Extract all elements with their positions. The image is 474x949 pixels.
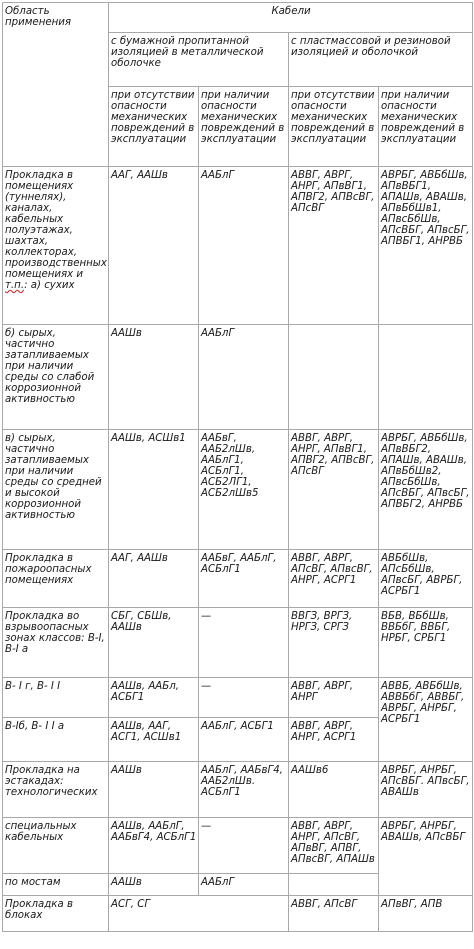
row-cell-plastic-no-damage bbox=[289, 762, 379, 818]
row-cell-paper-no-damage bbox=[109, 550, 199, 608]
row-cell-paper-with-damage bbox=[199, 167, 289, 325]
row-area-text: Прокладка в блоках bbox=[5, 899, 73, 922]
row-area-text: В-Iб, В- I I а bbox=[5, 721, 65, 732]
header-plastic-no-damage-label: при отсутствии опасности механических повреждений в эксплуатации bbox=[291, 90, 375, 146]
row-area-cell bbox=[3, 430, 109, 550]
row-cell-plastic-with-damage bbox=[379, 818, 473, 896]
cell-text: ААШв6 bbox=[291, 765, 329, 776]
cell-text: ВВГЗ, ВРГЗ, НРГЗ, СРГЗ bbox=[291, 611, 353, 634]
cell-text: ААБвГ, ААБ2лШв, ААБлГ1, АСБлГ1, АСБ2ЛГ1, АСБ2лШв5 bbox=[201, 433, 259, 500]
row-area-cell bbox=[3, 608, 109, 678]
row-cell-paper-with-damage bbox=[199, 818, 289, 874]
cell-text: — bbox=[201, 821, 212, 832]
row-cell-paper-no-damage bbox=[109, 818, 199, 874]
header-area-label: Область применения bbox=[5, 6, 72, 29]
cell-text: АВВГ, АВРГ, АНРГ bbox=[291, 681, 354, 704]
row-area-cell bbox=[3, 818, 109, 874]
row-cell-plastic-no-damage bbox=[289, 430, 379, 550]
cell-text: ААБлГ, АСБГ1 bbox=[201, 721, 274, 732]
header-row-1 bbox=[3, 3, 473, 33]
table-row bbox=[3, 818, 473, 874]
header-paper-with-damage-label: при наличии опасности механических повреждений в эксплуатации bbox=[201, 90, 285, 146]
row-cell-paper-no-damage bbox=[109, 325, 199, 430]
row-area-text: Прокладка на эстакадах: технологических bbox=[5, 765, 98, 799]
table-row bbox=[3, 325, 473, 430]
cell-text: АВВГ, АПсВГ bbox=[291, 899, 357, 910]
cell-text: ААШв, ААБлГ, ААБвГ4, АСБлГ1 bbox=[111, 821, 197, 844]
row-cell-paper-with-damage bbox=[199, 430, 289, 550]
cell-text: АВВГ, АВРГ, АНРГ, АПсВГ, АПвВГ, АПВГ, АПвсВГ, АПАШв bbox=[291, 821, 375, 866]
row-cell-plastic-no-damage bbox=[289, 678, 379, 718]
row-area-text: В- I г, В- I I bbox=[5, 681, 61, 692]
cell-text: АВБбШв, АПсБбШв, АПвсБГ, АВРБГ, АСРБГ1 bbox=[381, 553, 463, 598]
row-cell-plastic-with-damage bbox=[379, 325, 473, 430]
cell-text: ААБлГ bbox=[201, 877, 235, 888]
row-cell-plastic-with-damage bbox=[379, 608, 473, 678]
cell-text: ААШв, ААБл, АСБГ1 bbox=[111, 681, 179, 704]
row-cell-paper-with-damage bbox=[199, 550, 289, 608]
row-area-text: по мостам bbox=[5, 877, 61, 888]
header-paper-with-damage bbox=[199, 87, 289, 167]
header-group-plastic-label: с пластмассовой и резиновой изоляцией и оболочкой bbox=[291, 36, 451, 59]
row-cell-plastic-with-damage bbox=[379, 550, 473, 608]
cell-text: АВВГ, АВРГ, АПсВГ, АПвсВГ, АНРГ, АСРГ1 bbox=[291, 553, 373, 587]
row-cell-paper-no-damage bbox=[109, 762, 199, 818]
cell-text: ААГ, ААШв bbox=[111, 170, 168, 181]
row-cell-plastic-no-damage bbox=[289, 818, 379, 874]
row-area-text: Прокладка в пожароопасных помещениях bbox=[5, 553, 92, 587]
row-cell-plastic-with-damage bbox=[379, 430, 473, 550]
row-cell-plastic-no-damage bbox=[289, 325, 379, 430]
cell-text: ААШв bbox=[111, 765, 142, 776]
cell-text: ААШв, ААГ, АСГ1, АСШв1 bbox=[111, 721, 182, 744]
cell-text: ААБлГ bbox=[201, 170, 235, 181]
row-area-cell bbox=[3, 718, 109, 762]
cell-text: АВВГ, АВРГ, АНРГ, АПвВГ1, АПВГ2, АПВсВГ, АПсВГ bbox=[291, 433, 375, 478]
cell-text: ААШв bbox=[111, 328, 142, 339]
row-cell-paper-with-damage bbox=[199, 718, 289, 762]
cell-text: АПвВГ, АПВ bbox=[381, 899, 443, 910]
cell-text: АВРБГ, АВБбШв, АПвВБГ2, АПАШв, АВАШв, АПвБбШв2, АПвсБбШв, АПсВБГ, АПвсБГ, АПВБГ2, АНРВБ bbox=[381, 433, 470, 511]
cell-text: СБГ, СБШв, ААШв bbox=[111, 611, 172, 634]
row-cell-paper-merged bbox=[109, 896, 289, 932]
cell-text: ААГ, ААШв bbox=[111, 553, 168, 564]
cell-text: АВВГ, АВРГ, АНРГ, АПвВГ1, АПВГ2, АПВсВГ, АПсВГ bbox=[291, 170, 375, 215]
row-area-cell bbox=[3, 167, 109, 325]
header-group-plastic bbox=[289, 33, 473, 87]
row-cell-paper-with-damage bbox=[199, 325, 289, 430]
row-cell-plastic-no-damage bbox=[289, 550, 379, 608]
header-cables-label: Кабели bbox=[271, 6, 311, 17]
header-cables-cell bbox=[109, 3, 473, 33]
row-cell-plastic-with-damage bbox=[379, 762, 473, 818]
row-area-text: б) сырых, частично затапливаемых при наличии среды со слабой коррозионной активностью bbox=[5, 328, 95, 406]
header-group-paper bbox=[109, 33, 289, 87]
cell-text: — bbox=[201, 681, 212, 692]
cell-text: ААШв bbox=[111, 877, 142, 888]
row-area-cell bbox=[3, 896, 109, 932]
row-cell-plastic-no-damage bbox=[289, 896, 379, 932]
row-area-cell bbox=[3, 762, 109, 818]
table-row bbox=[3, 167, 473, 325]
row-cell-paper-with-damage bbox=[199, 678, 289, 718]
cell-text: АВРБГ, АНРБГ, АПсВБГ. АПвсБГ, АВАШв bbox=[381, 765, 470, 799]
cable-application-table bbox=[2, 2, 473, 932]
row-cell-paper-with-damage bbox=[199, 608, 289, 678]
row-cell-plastic-with-damage bbox=[379, 167, 473, 325]
table-row bbox=[3, 762, 473, 818]
row-cell-plastic-no-damage bbox=[289, 608, 379, 678]
row-cell-plastic-with-damage bbox=[379, 896, 473, 932]
cable-application-table-page bbox=[2, 2, 472, 945]
header-area-cell bbox=[3, 3, 109, 167]
header-plastic-no-damage bbox=[289, 87, 379, 167]
row-cell-plastic-with-damage bbox=[379, 678, 473, 762]
row-cell-paper-no-damage bbox=[109, 430, 199, 550]
row-area-cell bbox=[3, 678, 109, 718]
row-cell-paper-no-damage bbox=[109, 608, 199, 678]
cell-text: АВВБ, АВБбШв, АВВБбГ, АВВБГ, АВРБГ, АНРБГ, АСРБГ1 bbox=[381, 681, 465, 726]
row-area-cell bbox=[3, 874, 109, 896]
row-area-text: Прокладка в помещениях (туннелях), каналах, кабельных полуэтажах, шахтах, коллекторах, производственных помещениях и bbox=[5, 170, 107, 281]
cell-text: ААБлГ, ААБвГ4, ААБ2лШв. АСБлГ1 bbox=[201, 765, 283, 799]
cell-text: АСГ, СГ bbox=[111, 899, 151, 910]
row-area-cell bbox=[3, 550, 109, 608]
header-paper-no-damage-label: при отсутствии опасности механических повреждений в эксплуатации bbox=[111, 90, 195, 146]
row-cell-paper-with-damage bbox=[199, 874, 289, 896]
row-cell-paper-with-damage bbox=[199, 762, 289, 818]
row-cell-paper-no-damage bbox=[109, 167, 199, 325]
cell-text: АВРБГ, АНРБГ, АВАШв, АПсВБГ bbox=[381, 821, 466, 844]
cell-text: АВРБГ, АВБбШв, АПвВБГ1, АПАШв, АВАШв, АПвБбШв1, АПвсБбШв, АПсВБГ, АПвсБГ, АПВБГ1, АНРВБ bbox=[381, 170, 470, 248]
table-row bbox=[3, 678, 473, 718]
row-cell-plastic-no-damage bbox=[289, 874, 379, 896]
cell-text: АВВГ, АВРГ, АНРГ, АСРГ1 bbox=[291, 721, 357, 744]
row-area-text: специальных кабельных bbox=[5, 821, 77, 844]
header-paper-no-damage bbox=[109, 87, 199, 167]
row-area-text-spellcheck: т.п. bbox=[5, 280, 25, 292]
cell-text: — bbox=[201, 611, 212, 622]
row-cell-paper-no-damage bbox=[109, 678, 199, 718]
row-area-text: Прокладка во взрывоопасных зонах классов: В-I, В-I а bbox=[5, 611, 105, 656]
table-row bbox=[3, 550, 473, 608]
row-cell-paper-no-damage bbox=[109, 718, 199, 762]
cell-text: ААШв, АСШв1 bbox=[111, 433, 186, 444]
table-row bbox=[3, 896, 473, 932]
row-area-cell bbox=[3, 325, 109, 430]
table-row bbox=[3, 608, 473, 678]
row-cell-plastic-no-damage bbox=[289, 718, 379, 762]
header-plastic-with-damage bbox=[379, 87, 473, 167]
cell-text: ААБлГ bbox=[201, 328, 235, 339]
row-cell-plastic-no-damage bbox=[289, 167, 379, 325]
cell-text: ВБВ, ВБбШв, ВВБбГ, ВВБГ, НРБГ, СРБГ1 bbox=[381, 611, 451, 645]
header-group-paper-label: с бумажной пропитанной изоляцией в металлической оболочке bbox=[111, 36, 264, 70]
table-row bbox=[3, 430, 473, 550]
header-plastic-with-damage-label: при наличии опасности механических повреждений в эксплуатации bbox=[381, 90, 465, 146]
cell-text: ААБвГ, ААБлГ, АСБлГ1 bbox=[201, 553, 277, 576]
row-area-text: в) сырых, частично затапливаемых при наличии среды со средней и высокой коррозионной активностью bbox=[5, 433, 102, 522]
row-area-text-end: : а) сухих bbox=[24, 280, 75, 292]
row-cell-paper-no-damage bbox=[109, 874, 199, 896]
